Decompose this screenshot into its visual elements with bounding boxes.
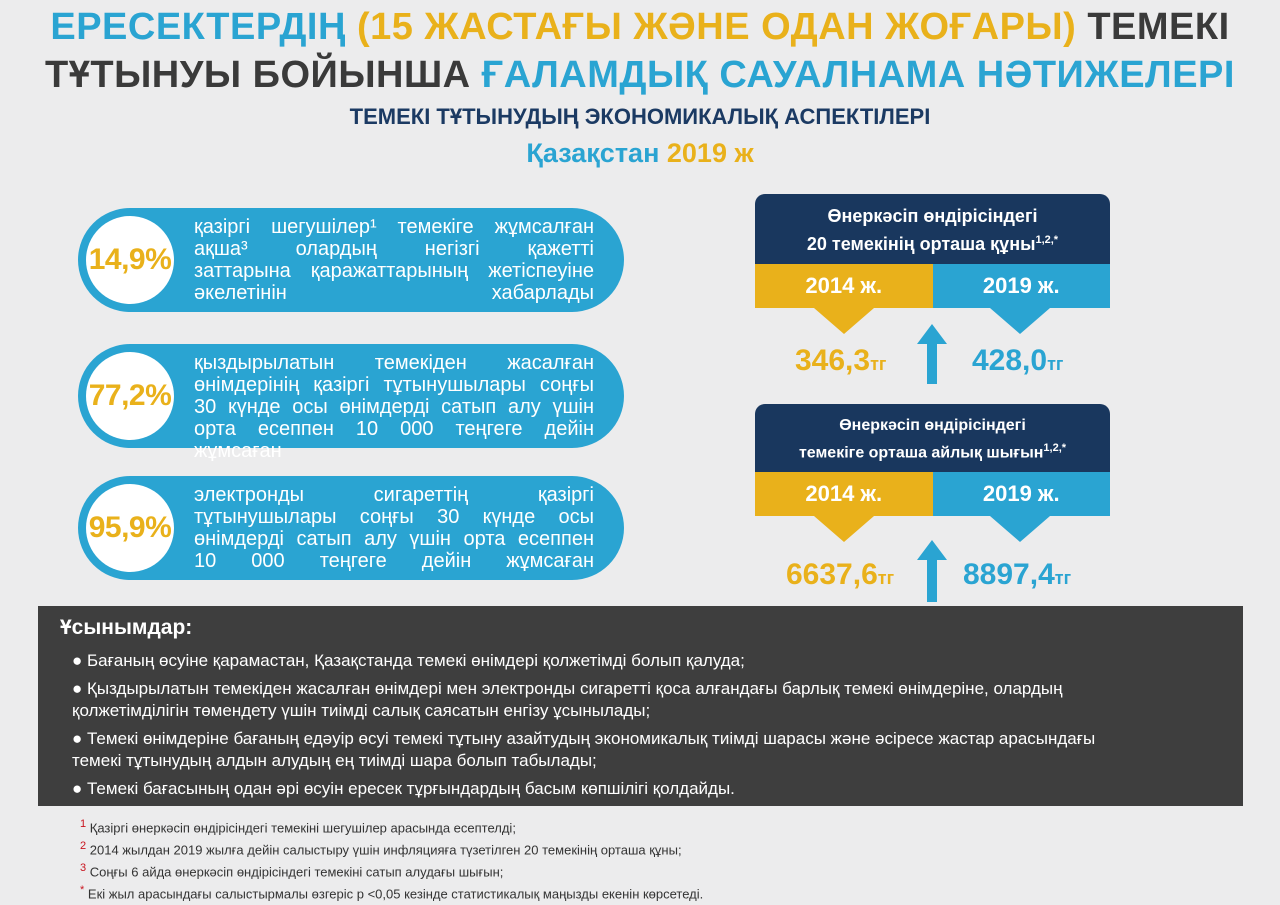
value-unit: тг xyxy=(1054,568,1072,588)
stat-text xyxy=(194,484,594,572)
stat-line: әкелетінін хабарлады xyxy=(194,282,594,304)
panel-title-sup: 1,2,* xyxy=(1035,234,1059,246)
value-unit: тг xyxy=(1047,354,1064,374)
value-number: 428,0 xyxy=(972,344,1048,377)
panel-title-line: темекіге орташа айлық шығын xyxy=(798,444,1044,462)
recommendation-item: ● Қыздырылатын темекіден жасалған өнімдері мен электронды сигаретті қоса алғандағы барлық темекі өнімдеріне, олардың xyxy=(72,679,1063,698)
footnote-text: Соңғы 6 айда өнеркәсіп өндірісіндегі темекіні сатып алудағы шығын; xyxy=(89,864,504,880)
value-unit: тг xyxy=(877,568,895,588)
recommendation-item: ● Бағаның өсуіне қарамастан, Қазақстанда темекі өнімдері қолжетімді болып қалуда; xyxy=(72,651,745,670)
year-label: 2019 ж. xyxy=(933,472,1111,516)
stat-line: ақша³ олардың негізгі қажетті xyxy=(194,238,594,260)
value-2014 xyxy=(786,558,894,592)
country-year xyxy=(0,138,1280,169)
panel-title-line: Өнеркәсіп өндірісіндегі xyxy=(827,206,1038,226)
recommendation-text: темекі тұтынудың алдын алудың ең тиімді шара болып табылады; xyxy=(72,751,597,770)
panel-title-sup: 1,2,* xyxy=(1043,442,1067,454)
stat-text xyxy=(194,352,594,462)
footnote xyxy=(80,884,703,901)
recommendations-panel xyxy=(38,606,1243,806)
value-unit: тг xyxy=(870,354,887,374)
pointer-triangle xyxy=(990,308,1050,334)
stat-line: заттарына қаражаттарының жетіспеуіне xyxy=(194,260,594,282)
title-part: ТҰТЫНУЫ БОЙЫНША xyxy=(45,54,471,96)
stat-line: орта есеппен 10 000 теңгеге дейін жұмсаған xyxy=(194,418,594,462)
stat-percent: 14,9% xyxy=(86,216,174,304)
stat-line: тұтынушылары соңғы 30 күнде осы xyxy=(194,506,594,528)
stat-card xyxy=(78,476,624,580)
country: Қазақстан xyxy=(526,138,660,168)
stat-card xyxy=(78,208,624,312)
stat-line: электронды сигареттің қазіргі xyxy=(194,484,594,506)
year-label: 2014 ж. xyxy=(755,264,933,308)
recommendation-item: ● Темекі бағасының одан әрі өсуін ересек тұрғындардың басым көпшілігі қолдайды. xyxy=(72,779,735,798)
recommendation-item: ● Темекі өнімдеріне бағаның едәуір өсуі темекі тұтыну азайтудың экономикалық тиімді шарасы және әсіресе жастар арасындағы xyxy=(72,729,1096,748)
value-2019 xyxy=(963,558,1071,592)
recommendation-text: Темекі бағасының одан әрі өсуін ересек тұрғындардың басым көпшілігі қолдайды. xyxy=(87,779,735,798)
footnote xyxy=(80,818,516,835)
recommendation-item xyxy=(72,750,1222,772)
title-part: ҒАЛАМДЫҚ САУАЛНАМА НӘТИЖЕЛЕРІ xyxy=(481,54,1235,96)
up-arrow-icon xyxy=(917,540,947,602)
recommendation-text: Темекі өнімдеріне бағаның едәуір өсуі темекі тұтыну азайтудың экономикалық тиімді шарасы және әсіресе жастар арасындағы xyxy=(87,729,1096,748)
pointer-triangle xyxy=(814,308,874,334)
stat-line: 10 000 теңгеге дейін жұмсаған xyxy=(194,550,594,572)
pointer-triangle xyxy=(814,516,874,542)
stat-percent: 77,2% xyxy=(86,352,174,440)
pointer-triangle xyxy=(990,516,1050,542)
footnote xyxy=(80,840,682,857)
footnote-mark: 1 xyxy=(80,818,87,830)
footnote xyxy=(80,862,503,879)
footnote-mark: 2 xyxy=(80,840,87,852)
footnote-mark: 3 xyxy=(80,862,87,874)
title-part: (15 ЖАСТАҒЫ ЖӘНЕ ОДАН ЖОҒАРЫ) xyxy=(356,6,1077,48)
panel-title xyxy=(755,194,1110,264)
recommendations-title: Ұсынымдар: xyxy=(60,616,193,639)
panel-title xyxy=(755,404,1110,472)
title-part: ТЕМЕКІ xyxy=(1087,6,1230,48)
footnote-text: Қазіргі өнеркәсіп өндірісіндегі темекіні шегушілер арасында есептелді; xyxy=(89,820,516,836)
stat-line: өнімдерінің қазіргі тұтынушылары соңғы xyxy=(194,374,594,396)
panel-title-line: Өнеркәсіп өндірісіндегі xyxy=(839,417,1026,434)
stat-line: қазіргі шегушілер¹ темекіге жұмсалған xyxy=(194,216,594,238)
footnote-mark: * xyxy=(80,884,85,896)
footnote-text: 2014 жылдан 2019 жылға дейін салыстыру үшін инфляцияға түзетілген 20 темекінің орташа құны; xyxy=(89,842,682,858)
stat-line: 30 күнде осы өнімдерді сатып алу үшін xyxy=(194,396,594,418)
title-line-2 xyxy=(0,54,1280,97)
value-2014 xyxy=(795,344,886,378)
year-bar xyxy=(755,472,1110,516)
stat-percent: 95,9% xyxy=(86,484,174,572)
title-part: ЕРЕСЕКТЕРДІҢ xyxy=(50,6,346,48)
panel-title-line: 20 темекінің орташа құны xyxy=(806,234,1036,254)
stat-line: қыздырылатын темекіден жасалған xyxy=(194,352,594,374)
value-number: 346,3 xyxy=(795,344,871,377)
stat-text xyxy=(194,216,594,304)
year-label: 2019 ж. xyxy=(933,264,1111,308)
stat-card xyxy=(78,344,624,462)
up-arrow-icon xyxy=(917,324,947,384)
recommendation-text: Қыздырылатын темекіден жасалған өнімдері мен электронды сигаретті қоса алғандағы барлық темекі өнімдеріне, олардың xyxy=(87,679,1063,698)
subtitle: ТЕМЕКІ ТҰТЫНУДЫҢ ЭКОНОМИКАЛЫҚ АСПЕКТІЛЕРІ xyxy=(349,104,931,129)
footnote-text: Екі жыл арасындағы салыстырмалы өзгеріс p <0,05 кезінде статистикалық маңызды екенін көрсетеді. xyxy=(87,886,704,902)
year-bar xyxy=(755,264,1110,308)
recommendation-text: Бағаның өсуіне қарамастан, Қазақстанда темекі өнімдері қолжетімді болып қалуда; xyxy=(87,651,745,670)
value-2019 xyxy=(972,344,1063,378)
year-label: 2014 ж. xyxy=(755,472,933,516)
recommendation-text: қолжетімділігін төмендету үшін тиімді салық саясатын енгізу ұсынылады; xyxy=(72,701,651,720)
recommendation-item xyxy=(72,700,1222,722)
stat-line: өнімдерді сатып алу үшін орта есеппен xyxy=(194,528,594,550)
year: 2019 ж xyxy=(666,138,754,168)
title-line-1 xyxy=(0,6,1280,49)
value-number: 6637,6 xyxy=(786,558,878,591)
value-number: 8897,4 xyxy=(963,558,1055,591)
